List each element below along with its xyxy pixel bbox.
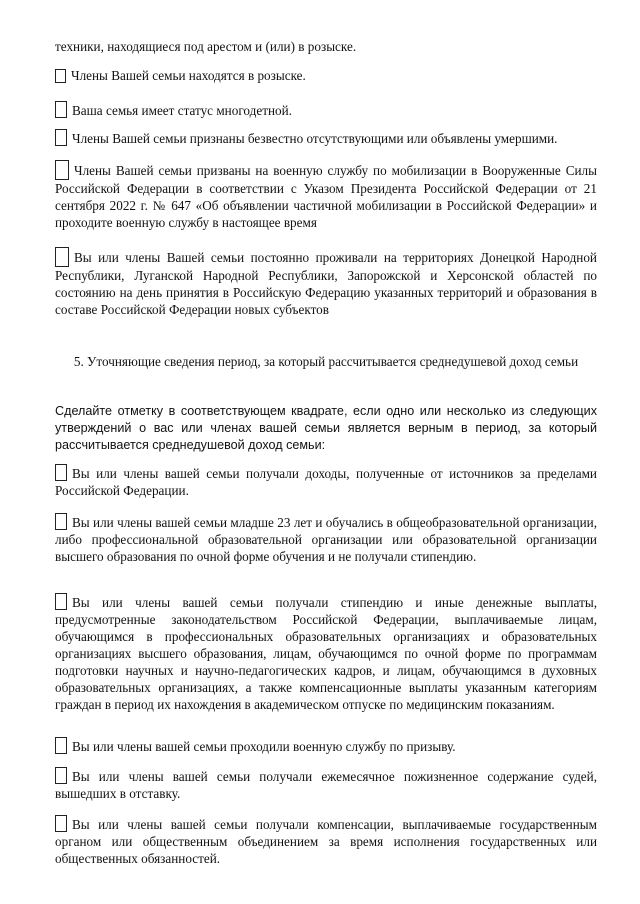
checkbox[interactable] — [55, 767, 67, 784]
checkbox[interactable] — [55, 513, 67, 530]
section-5-intro: Сделайте отметку в соответствующем квадрате, если одно или несколько из следующих утверждений о вас или членах вашей семьи является верным в период, за который рассчитывается среднедушевой доход семьи: — [55, 404, 597, 452]
status-item-mobilized — [55, 160, 597, 231]
income-item-students-no-stipend — [55, 513, 597, 565]
checkbox[interactable] — [55, 464, 67, 481]
income-item-conscription — [55, 737, 597, 755]
section-5-title: 5. Уточняющие сведения период, за который рассчитывается среднедушевой доход семьи — [73, 354, 579, 369]
status-item-label: Вы или члены Вашей семьи постоянно проживали на территориях Донецкой Народной Республики, Луганской Народной Республики, Запорожской и Херсонской областей по состоянию на день принятия в Российскую Федерацию указанных территорий и образования в составе Российской Федерации новых субъектов — [55, 250, 597, 317]
status-item-missing — [55, 129, 597, 147]
income-item-label: Вы или члены вашей семьи получали компенсации, выплачиваемые государственным органом или общественным объединением за время исполнения государственных или общественных обязанностей. — [55, 817, 597, 866]
income-item-label: Вы или члены вашей семьи получали ежемесячное пожизненное содержание судей, вышедших в отставку. — [55, 769, 597, 801]
status-item-label: Члены Вашей семьи призваны на военную службу по мобилизации в Вооруженные Силы Российской Федерации в соответствии с Указом Президента Российской Федерации от 21 сентября 2022 г. № 647 «Об объявлении частичной мобилизации в Российской Федерации» и проходите военную службу в настоящее время — [55, 163, 597, 230]
status-item-large-family — [55, 101, 597, 119]
income-item-label: Вы или члены вашей семьи получали доходы, полученные от источников за пределами Российской Федерации. — [55, 466, 597, 498]
checkbox[interactable] — [55, 101, 67, 118]
income-item-label: Вы или члены вашей семьи получали стипендию и иные денежные выплаты, предусмотренные законодательством Российской Федерации, выплачиваемые лицам, обучающимся в профессиональных образовательных организациях и образовательных организациях высшего образования, лицам, обучающимся по очной форме по программам подготовки научных и научно-педагогических кадров, и лицам, обучающимся в духовных образовательных организациях, а также компенсационные выплаты указанным категориям граждан в период их нахождения в академическом отпуске по медицинским показаниям. — [55, 595, 597, 712]
checkbox[interactable] — [55, 737, 67, 754]
status-item-label: Ваша семья имеет статус многодетной. — [72, 103, 292, 118]
income-item-label: Вы или члены вашей семьи младше 23 лет и обучались в общеобразовательной организации, либо профессиональной образовательной организации или образовательной организации высшего образования по очной форме обучения и не получали стипендию. — [55, 515, 597, 564]
checkbox[interactable] — [55, 593, 67, 610]
status-item-label: Члены Вашей семьи находятся в розыске. — [71, 68, 306, 83]
checkbox[interactable] — [55, 815, 67, 832]
checkbox[interactable] — [55, 129, 67, 146]
status-item-label: Члены Вашей семьи признаны безвестно отсутствующими или объявлены умершими. — [72, 131, 558, 146]
status-item-new-territories — [55, 247, 597, 318]
income-item-compensation — [55, 815, 597, 867]
income-item-label: Вы или члены вашей семьи проходили военную службу по призыву. — [72, 739, 456, 754]
status-item-wanted — [55, 67, 597, 84]
checkbox[interactable] — [55, 247, 69, 267]
income-item-stipend — [55, 593, 597, 713]
continued-text-line: техники, находящиеся под арестом и (или) в розыске. — [55, 39, 357, 54]
checkbox[interactable] — [55, 160, 69, 180]
checkbox[interactable] — [55, 69, 66, 83]
income-item-judges — [55, 767, 597, 802]
income-item-foreign — [55, 464, 597, 499]
